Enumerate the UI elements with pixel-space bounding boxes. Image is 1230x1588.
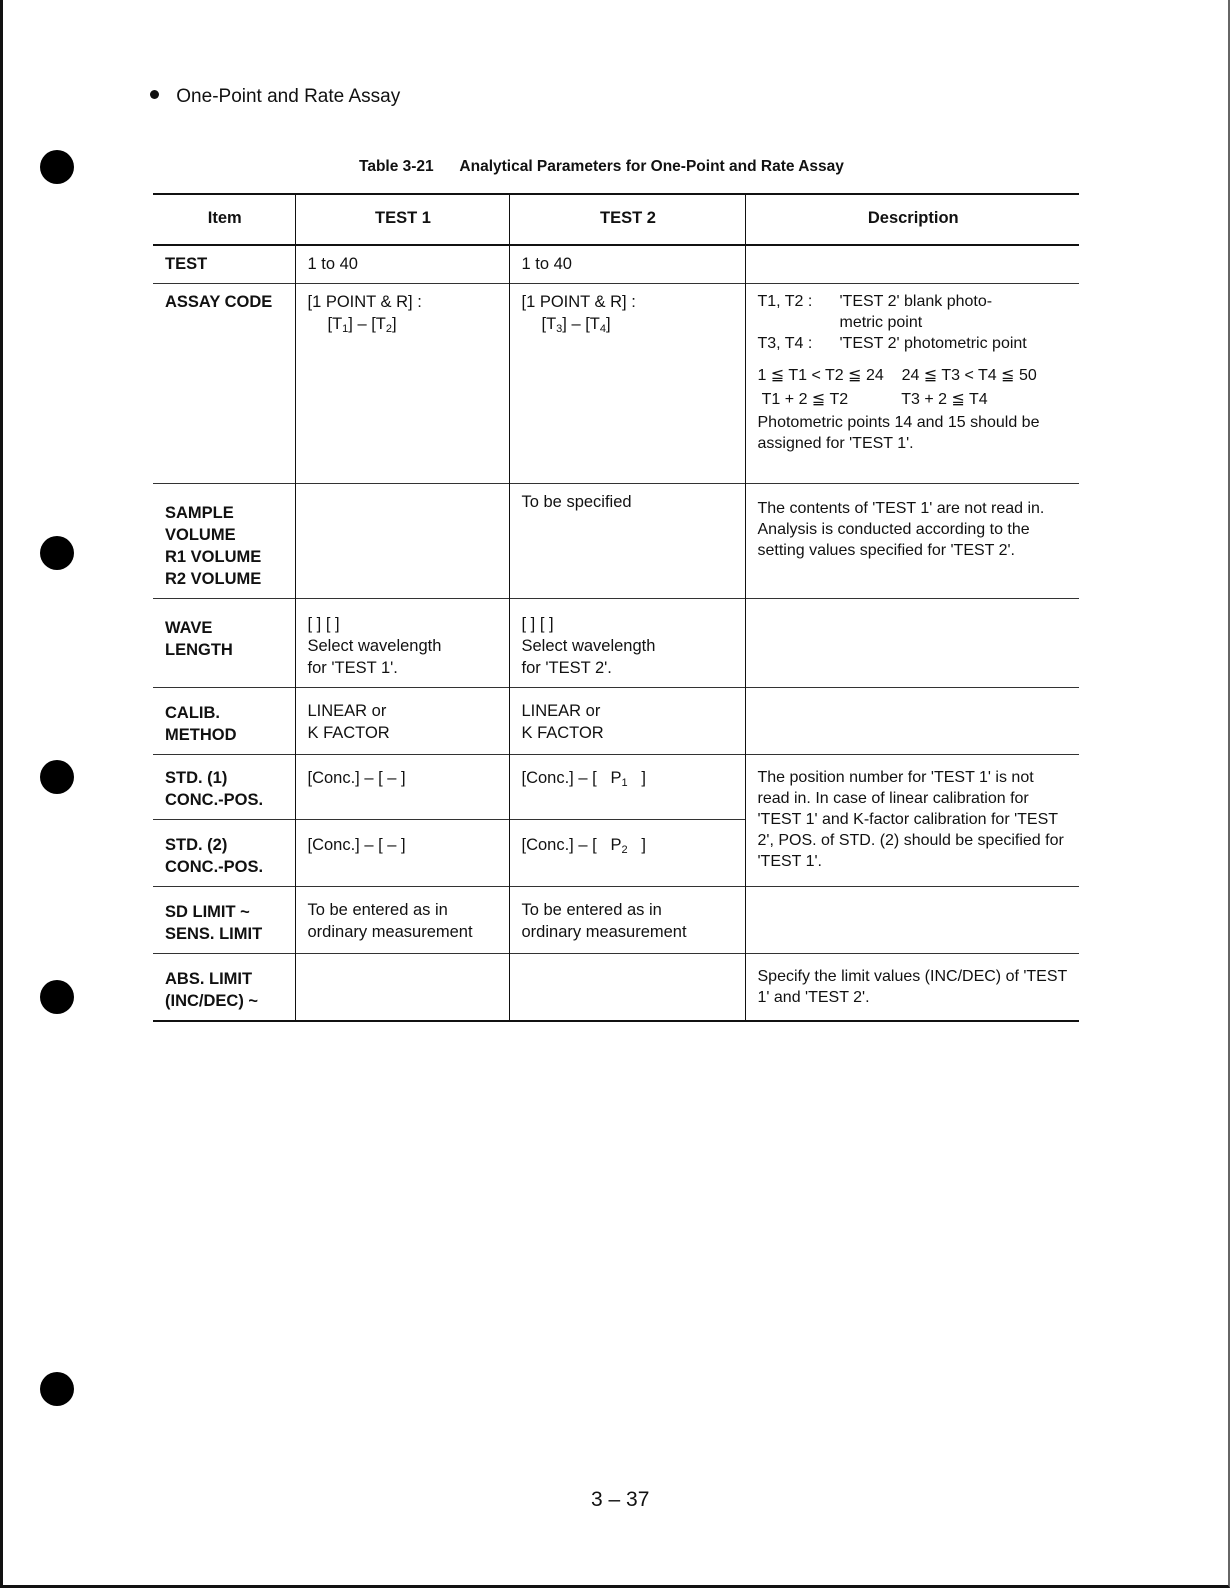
description-cell bbox=[745, 688, 1079, 755]
binder-hole bbox=[40, 760, 74, 794]
description-cell bbox=[745, 284, 1079, 484]
table-row bbox=[153, 599, 1079, 688]
test1-cell bbox=[295, 484, 509, 599]
item-cell: ABS. LIMIT (INC/DEC) ~ bbox=[165, 970, 259, 1010]
binder-hole bbox=[40, 1372, 74, 1406]
table-header-row bbox=[153, 194, 1079, 245]
test1-cell bbox=[295, 954, 509, 1022]
photometric-note: Photometric points 14 and 15 should be assigned for 'TEST 1'. bbox=[757, 414, 1040, 452]
table-caption-label: Table 3-21 bbox=[359, 158, 434, 175]
table-row bbox=[153, 245, 1079, 284]
test1-cell: [Conc.] – [ – ] bbox=[295, 820, 509, 887]
table-row bbox=[153, 755, 1079, 820]
test2-cell: 1 to 40 bbox=[509, 245, 745, 284]
assay-code-points: $[T_1] - [T_2]$ bbox=[327, 315, 397, 335]
test2-cell bbox=[509, 755, 745, 820]
std-conc-prefix: [Conc.] – [ P bbox=[521, 769, 622, 787]
assay-code-line: [1 POINT & R] : bbox=[307, 293, 422, 311]
description-cell bbox=[745, 887, 1079, 954]
test2-cell: LINEAR or K FACTOR bbox=[509, 688, 745, 755]
header-test2: TEST 2 bbox=[509, 194, 745, 245]
t12-text: 'TEST 2' blank photo- metric point bbox=[839, 293, 993, 331]
table-row bbox=[153, 484, 1079, 599]
test1-cell bbox=[295, 284, 509, 484]
table-row bbox=[153, 688, 1079, 755]
description-cell bbox=[745, 599, 1079, 688]
test1-cell: To be entered as in ordinary measurement bbox=[295, 887, 509, 954]
test1-cell: [ ] [ ] Select wavelength for 'TEST 1'. bbox=[295, 599, 509, 688]
t12-definition bbox=[758, 291, 1070, 333]
binder-hole bbox=[40, 150, 74, 184]
std-conc-prefix: [Conc.] – [ P bbox=[521, 836, 622, 854]
assay-code-line: [1 POINT & R] : bbox=[521, 293, 636, 311]
description-cell: Specify the limit values (INC/DEC) of 'TEST 1' and 'TEST 2'. bbox=[745, 954, 1079, 1022]
header-description: Description bbox=[745, 194, 1079, 245]
test1-cell: 1 to 40 bbox=[295, 245, 509, 284]
test1-cell: [Conc.] – [ – ] bbox=[295, 755, 509, 820]
formula-line-2: T1 + 2 ≦ T2 T3 + 2 ≦ T4 bbox=[757, 391, 988, 408]
table-caption bbox=[359, 158, 844, 176]
t12-label: T1, T2 : bbox=[757, 293, 813, 310]
std-conc-suffix: ] bbox=[627, 836, 646, 854]
test2-cell: [ ] [ ] Select wavelength for 'TEST 2'. bbox=[509, 599, 745, 688]
item-cell: STD. (1) CONC.-POS. bbox=[165, 769, 264, 809]
section-title: One-Point and Rate Assay bbox=[176, 86, 401, 107]
description-cell bbox=[745, 245, 1079, 284]
formula-line-1: 1 ≦ T1 < T2 ≦ 24 24 ≦ T3 < T4 ≦ 50 bbox=[757, 367, 1037, 384]
table-caption-title: Analytical Parameters for One-Point and Rate Assay bbox=[459, 158, 844, 175]
test2-cell: To be specified bbox=[509, 484, 745, 599]
test2-cell bbox=[509, 284, 745, 484]
test2-cell bbox=[509, 954, 745, 1022]
std-pos-subscript: 1 bbox=[621, 777, 628, 789]
assay-code-points: $[T_3] - [T_4]$ bbox=[541, 315, 611, 335]
t34-definition bbox=[758, 333, 1070, 354]
t34-text: 'TEST 2' photometric point bbox=[839, 335, 1027, 352]
std-conc-suffix: ] bbox=[627, 769, 646, 787]
item-cell: SD LIMIT ~ SENS. LIMIT bbox=[165, 903, 263, 943]
item-cell: ASSAY CODE bbox=[165, 293, 273, 311]
test2-cell: To be entered as in ordinary measurement bbox=[509, 887, 745, 954]
bullet-icon bbox=[150, 90, 159, 99]
item-cell: STD. (2) CONC.-POS. bbox=[165, 836, 264, 876]
header-test1: TEST 1 bbox=[295, 194, 509, 245]
binder-hole bbox=[40, 980, 74, 1014]
table-row bbox=[153, 887, 1079, 954]
parameters-table bbox=[153, 193, 1079, 1022]
description-cell: The contents of 'TEST 1' are not read in. Analysis is conducted according to the setting values specified for 'TEST 2'. bbox=[745, 484, 1079, 599]
item-cell: CALIB. METHOD bbox=[165, 704, 237, 744]
std-pos-subscript: 2 bbox=[621, 844, 628, 856]
item-cell: TEST bbox=[165, 255, 208, 273]
test2-cell bbox=[509, 820, 745, 887]
item-cell: SAMPLE VOLUME R1 VOLUME R2 VOLUME bbox=[165, 504, 262, 588]
binder-hole bbox=[40, 536, 74, 570]
description-cell: The position number for 'TEST 1' is not read in. In case of linear calibration for 'TEST 1' and K-factor calibration for 'TEST 2', POS. of STD. (2) should be specified for 'TEST 1'. bbox=[745, 755, 1079, 887]
table-row bbox=[153, 954, 1079, 1022]
section-heading bbox=[150, 86, 400, 108]
timing-formula bbox=[758, 364, 1070, 412]
t34-label: T3, T4 : bbox=[757, 335, 813, 352]
header-item: Item bbox=[207, 209, 242, 227]
page-number: 3 – 37 bbox=[591, 1488, 650, 1511]
test1-cell: LINEAR or K FACTOR bbox=[295, 688, 509, 755]
item-cell: WAVE LENGTH bbox=[165, 619, 233, 659]
table-row bbox=[153, 284, 1079, 484]
